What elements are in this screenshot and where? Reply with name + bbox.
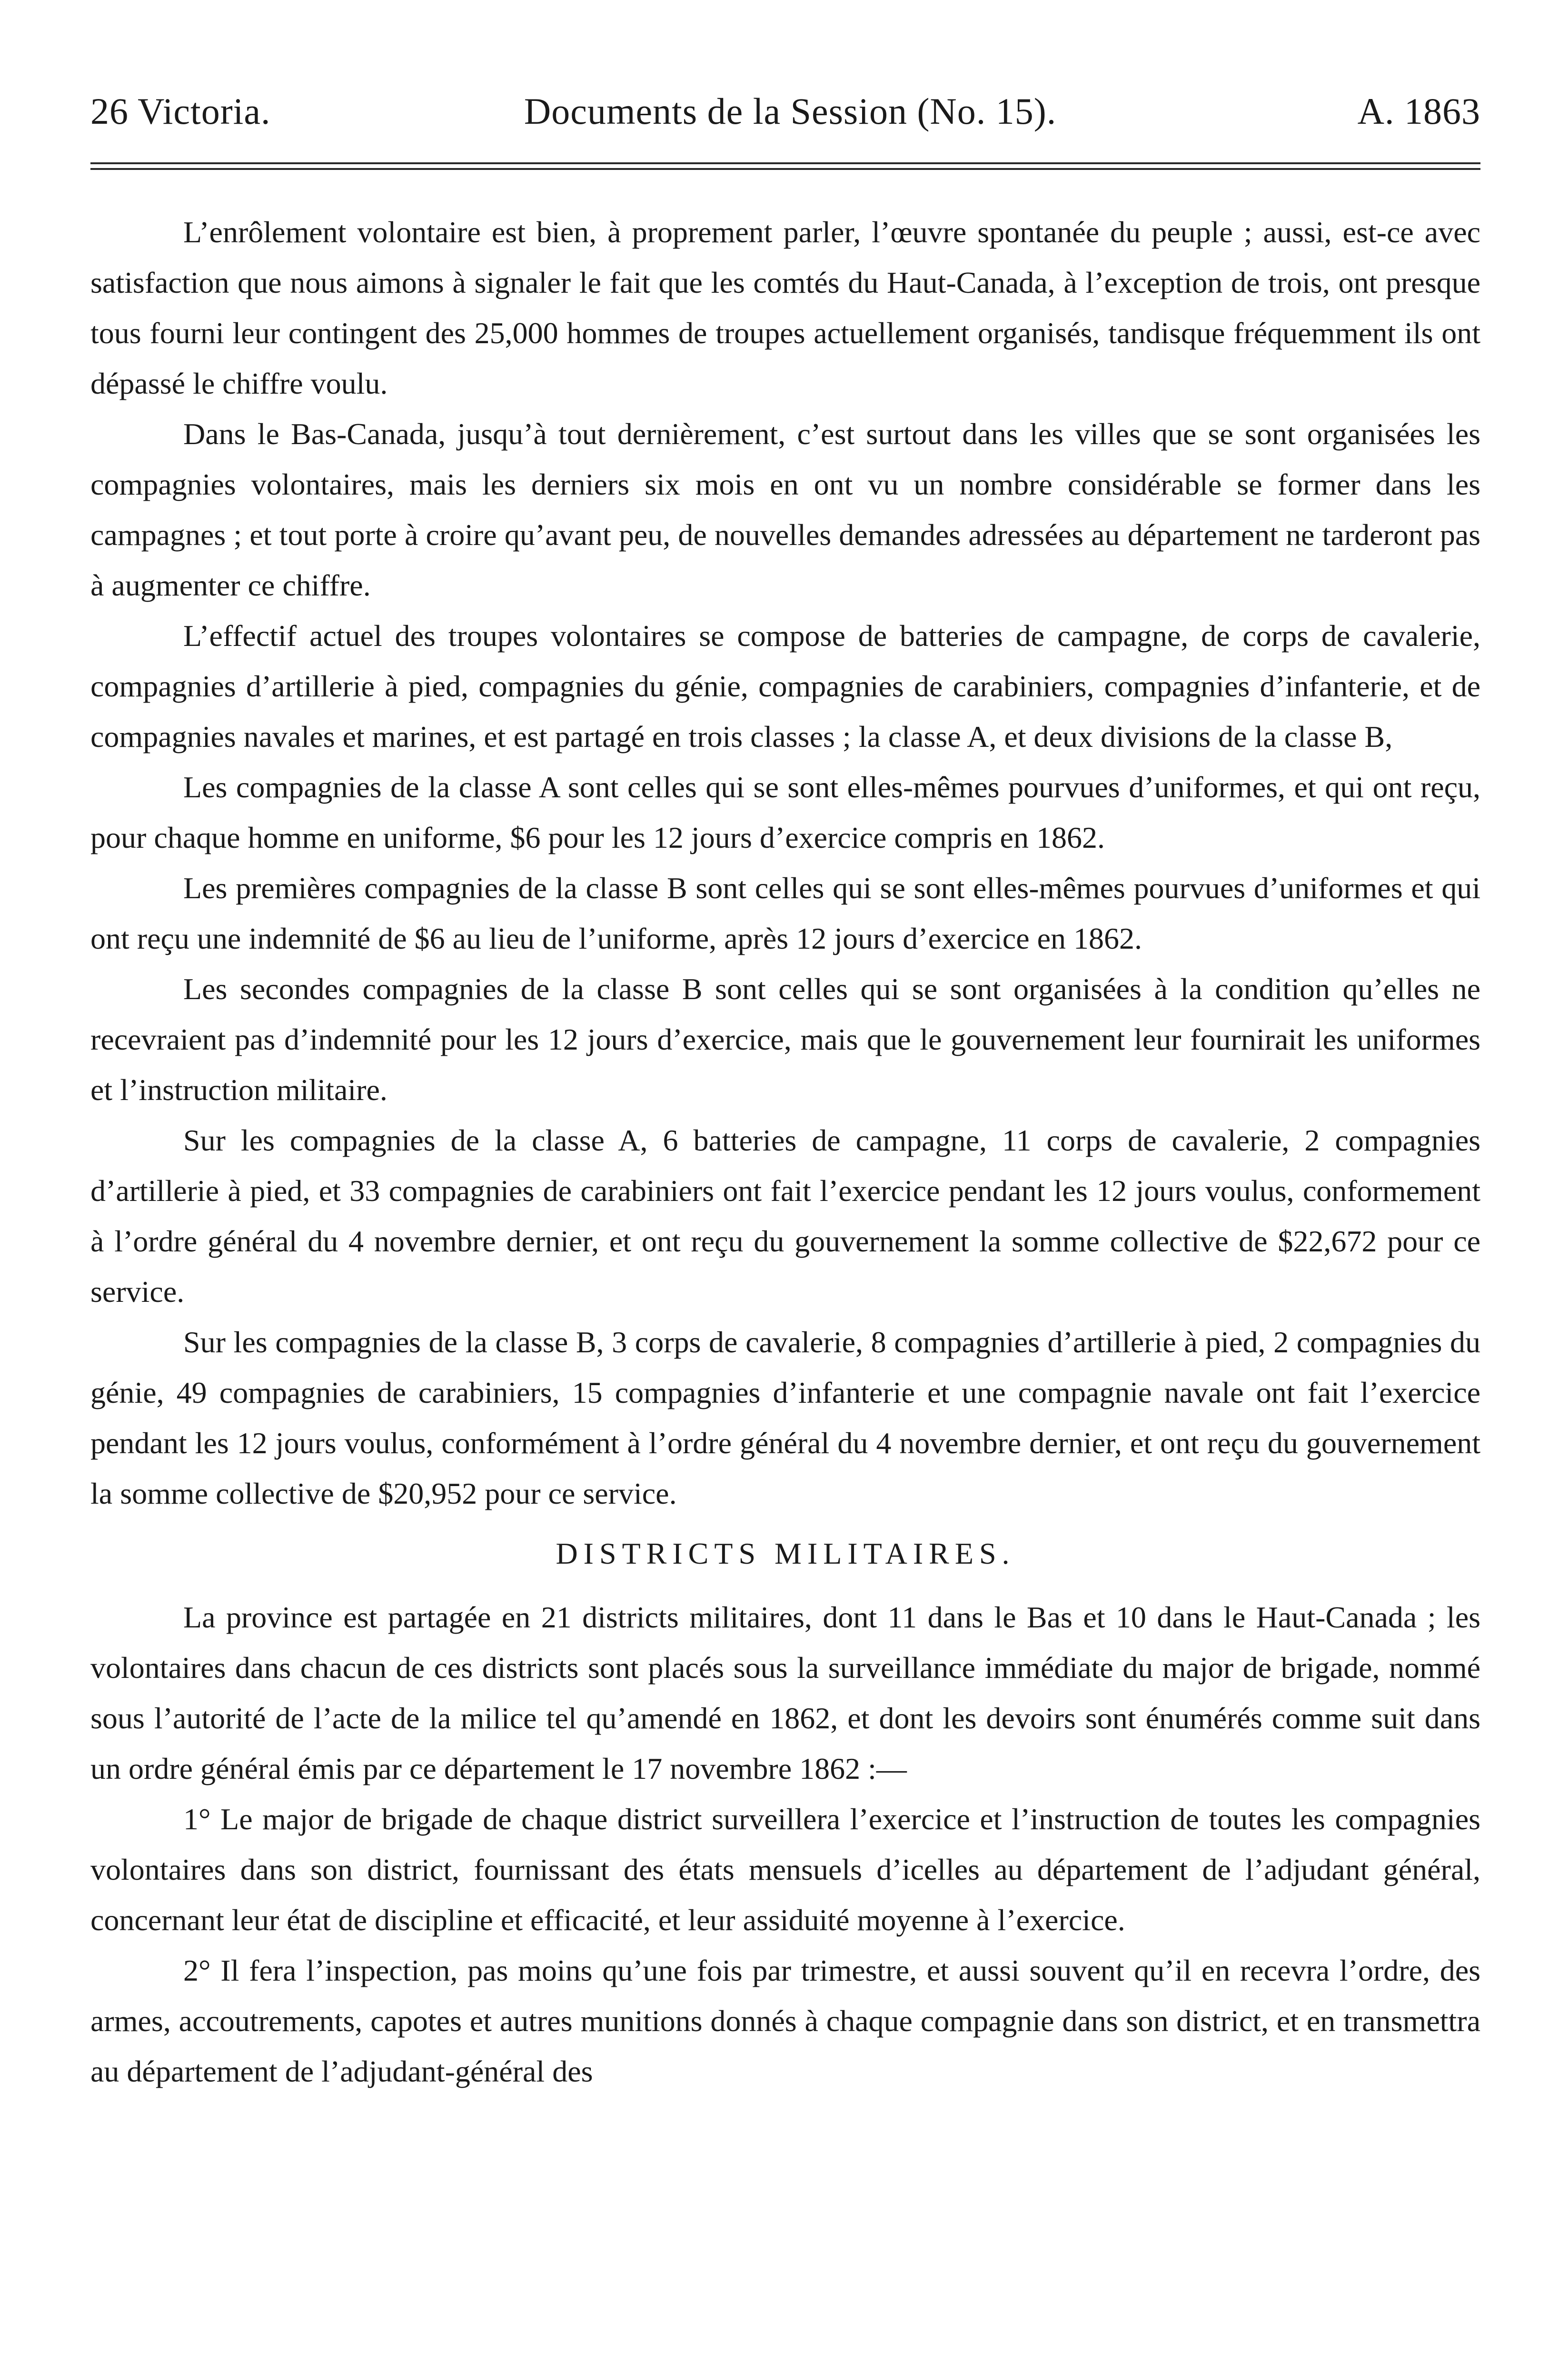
body-text [90, 207, 1480, 2097]
list-item-1: 1° Le major de brigade de chaque district surveillera l’exercice et l’instruction de toutes les compagnies volontaires dans son district, fournissant des états mensuels d’icelles au département de l’adjudant général, concernant leur état de discipline et efficacité, et leur assiduité moyenne à l’exercice. [90, 1802, 1480, 1937]
paragraph-exercice-classe-b: Sur les compagnies de la classe B, 3 corps de cavalerie, 8 compagnies d’artillerie à pied, 2 compagnies du génie, 49 compagnies de carabiniers, 15 compagnies d’infanterie et une compagnie navale ont fait l’exercice pendant les 12 jours voulus, conformément à l’ordre général du 4 novembre dernier, et ont reçu du gouvernement la somme collective de $20,952 pour ce service. [90, 1325, 1480, 1510]
header-document-title: Documents de la Session (No. 15). [524, 90, 1057, 132]
paragraph-bas-canada: Dans le Bas-Canada, jusqu’à tout dernièrement, c’est surtout dans les villes que se sont organisées les compagnies volontaires, mais les derniers six mois en ont vu un nombre considérable se former dans les campagnes ; et tout porte à croire qu’avant peu, de nouvelles demandes adressées au département ne tarderont pas à augmenter ce chiffre. [90, 417, 1480, 602]
paragraph-effectif: L’effectif actuel des troupes volontaires se compose de batteries de campagne, de corps de cavalerie, compagnies d’artillerie à pied, compagnies du génie, compagnies de carabiniers, compagnies d’infanterie, et de compagnies navales et marines, et est partagé en trois classes ; la classe A, et deux divisions de la classe B, [90, 619, 1480, 754]
paragraph-premieres-classe-b: Les premières compagnies de la classe B sont celles qui se sont elles-mêmes pourvues d’uniformes et qui ont reçu une indemnité de $6 au lieu de l’uniforme, après 12 jours d’exercice en 1862. [90, 871, 1480, 955]
header-double-rule [90, 162, 1480, 170]
paragraph-secondes-classe-b: Les secondes compagnies de la classe B sont celles qui se sont organisées à la condition qu’elles ne recevraient pas d’indemnité pour les 12 jours d’exercice, mais que le gouvernement leur fournirait les uniformes et l’instruction militaire. [90, 972, 1480, 1107]
paragraph-province-districts: La province est partagée en 21 districts militaires, dont 11 dans le Bas et 10 dans le Haut-Canada ; les volontaires dans chacun de ces districts sont placés sous la surveillance immédiate du major de brigade, nommé sous l’autorité de l’acte de la milice tel qu’amendé en 1862, et dont les devoirs sont énumérés comme suit dans un ordre général émis par ce département le 17 novembre 1862 :— [90, 1600, 1480, 1785]
header-rule-bottom [90, 168, 1480, 170]
header-session-year: 26 Victoria. [90, 90, 271, 132]
list-item-2: 2° Il fera l’inspection, pas moins qu’une fois par trimestre, et aussi souvent qu’il en recevra l’ordre, des armes, accoutrements, capotes et autres munitions donnés à chaque compagnie dans son district, et en transmettra au département de l’adjudant-général des [90, 1954, 1480, 2088]
paragraph-exercice-classe-a: Sur les compagnies de la classe A, 6 batteries de campagne, 11 corps de cavalerie, 2 compagnies d’artillerie à pied, et 33 compagnies de carabiniers ont fait l’exercice pendant les 12 jours voulus, conformement à l’ordre général du 4 novembre dernier, et ont reçu du gouvernement la somme collective de $22,672 pour ce service. [90, 1123, 1480, 1309]
paragraph-classe-a: Les compagnies de la classe A sont celles qui se sont elles-mêmes pourvues d’uniformes, et qui ont reçu, pour chaque homme en uniforme, $6 pour les 12 jours d’exercice compris en 1862. [90, 770, 1480, 854]
header-year: A. 1863 [1357, 90, 1480, 132]
running-header [90, 90, 1480, 132]
section-heading: DISTRICTS MILITAIRES. [556, 1537, 1015, 1570]
header-rule-top [90, 162, 1480, 164]
paragraph-enrolement: L’enrôlement volontaire est bien, à proprement parler, l’œuvre spontanée du peuple ; aussi, est-ce avec satisfaction que nous aimons à signaler le fait que les comtés du Haut-Canada, à l’exception de trois, ont presque tous fourni leur contingent des 25,000 hommes de troupes actuellement organisés, tandisque fréquemment ils ont dépassé le chiffre voulu. [90, 215, 1480, 400]
